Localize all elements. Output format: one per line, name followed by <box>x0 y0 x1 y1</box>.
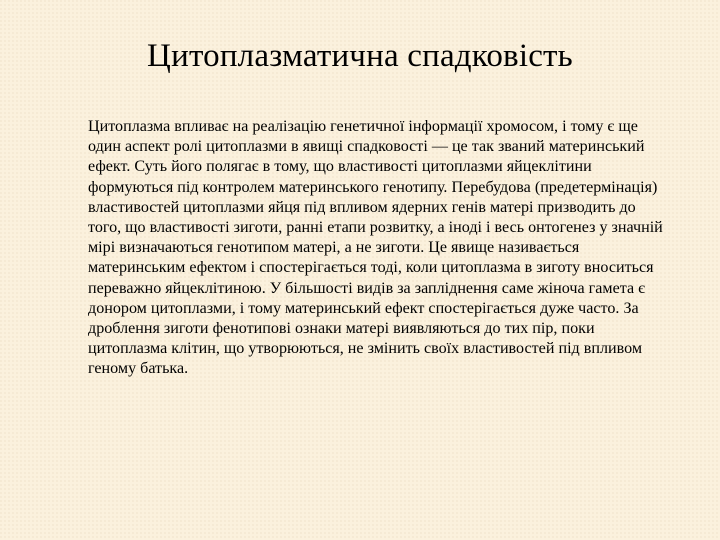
slide-title: Цитоплазматична спадковість <box>147 38 573 74</box>
slide-body-text: Цитоплазма впливає на реалізацію генетичної інформації хромосом, і тому є ще один аспект ролі цитоплазми в явищі спадковості — це так званий материнський ефект. Суть його полягає в тому, що властивості цитоплазми яйцеклітини формуються під контролем материнського генотипу. Перебудова (предетермінація) властивостей цитоплазми яйця під впливом ядерних генів матері призводить до того, що властивості зиготи, ранні етапи розвитку, а іноді і весь онтогенез у значній мірі визначаються генотипом матері, а не зиготи. Це явище називається материнським ефектом і спостерігається тоді, коли цитоплазма в зиготу вноситься переважно яйцеклітиною. У більшості видів за запліднення саме жіноча гамета є донором цитоплазми, і тому материнський ефект спостерігається дуже часто. За дроблення зиготи фенотипові ознаки матері виявляються до тих пір, поки цитоплазма клітин, що утворюються, не змінить своїх властивостей під впливом геному батька. <box>88 118 663 378</box>
